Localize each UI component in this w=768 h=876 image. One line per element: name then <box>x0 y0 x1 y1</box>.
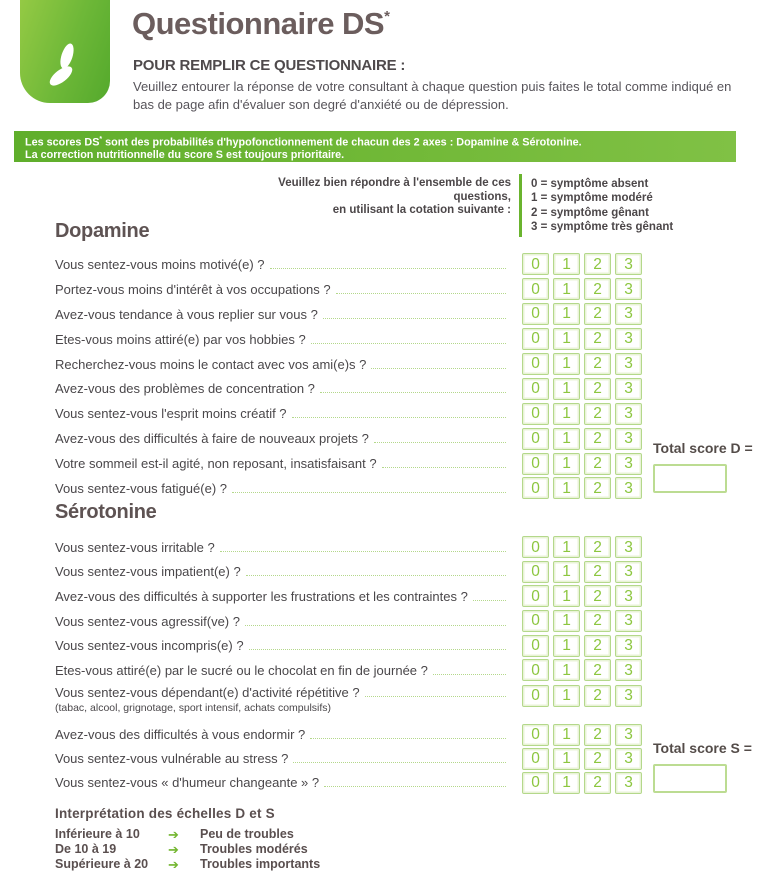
dotted-leader <box>249 649 506 650</box>
dotted-leader <box>270 268 506 269</box>
score-box-2[interactable]: 2 <box>584 403 611 425</box>
dotted-leader <box>232 492 506 493</box>
question-row <box>55 747 642 771</box>
total-score-d-label: Total score D = <box>653 440 753 456</box>
score-box-1[interactable]: 1 <box>553 353 580 375</box>
section-dopamine <box>55 219 642 501</box>
question-text: Vous sentez-vous impatient(e) ? <box>55 564 241 580</box>
legend-item: 1 = symptôme modéré <box>531 192 653 205</box>
score-box-2[interactable]: 2 <box>584 278 611 300</box>
arrow-icon: ➔ <box>168 857 179 873</box>
score-box-3[interactable]: 3 <box>615 635 642 657</box>
score-box-2[interactable]: 2 <box>584 724 611 746</box>
question-row <box>55 376 642 401</box>
score-box-3[interactable]: 3 <box>615 278 642 300</box>
score-box-1[interactable]: 1 <box>553 403 580 425</box>
section-serotonine <box>55 500 642 795</box>
answer-instructions <box>235 177 511 218</box>
score-box-0[interactable]: 0 <box>522 477 549 499</box>
question-row <box>55 658 642 683</box>
score-box-0[interactable]: 0 <box>522 278 549 300</box>
dotted-leader <box>310 738 506 739</box>
dotted-leader <box>292 417 506 418</box>
score-box-0[interactable]: 0 <box>522 748 549 770</box>
banner-line-1: Les scores DS* sont des probabilités d'hypofonctionnement de chacun des 2 axes : Dopamine & Sérotonine. <box>25 136 582 149</box>
question-text: Vous sentez-vous moins motivé(e) ? <box>55 256 265 272</box>
score-box-0[interactable]: 0 <box>522 772 549 794</box>
score-box-1[interactable]: 1 <box>553 610 580 632</box>
score-box-3[interactable]: 3 <box>615 378 642 400</box>
score-box-3[interactable]: 3 <box>615 659 642 681</box>
score-box-1[interactable]: 1 <box>553 772 580 794</box>
question-row <box>55 327 642 352</box>
question-row <box>55 352 642 377</box>
score-box-2[interactable]: 2 <box>584 378 611 400</box>
question-row <box>55 302 642 327</box>
question-text: Vous sentez-vous vulnérable au stress ? <box>55 751 289 767</box>
score-box-3[interactable]: 3 <box>615 724 642 746</box>
page-title-asterisk: * <box>384 7 390 25</box>
dotted-leader <box>382 467 506 468</box>
score-box-3[interactable]: 3 <box>615 477 642 499</box>
score-box-0[interactable]: 0 <box>522 353 549 375</box>
question-row <box>55 277 642 302</box>
dotted-leader <box>336 293 506 294</box>
score-box-3[interactable]: 3 <box>615 353 642 375</box>
dotted-leader <box>324 786 506 787</box>
score-box-1[interactable]: 1 <box>553 561 580 583</box>
question-text: Etes-vous attiré(e) par le sucré ou le chocolat en fin de journée ? <box>55 662 428 678</box>
dotted-leader <box>433 674 506 675</box>
instruction-line-2: en utilisant la cotation suivante : <box>332 204 511 216</box>
score-box-2[interactable]: 2 <box>584 428 611 450</box>
arrow-icon: ➔ <box>168 827 179 842</box>
score-box-3[interactable]: 3 <box>615 403 642 425</box>
question-text: Vous sentez-vous agressif(ve) ? <box>55 613 240 629</box>
total-score-d <box>653 439 765 493</box>
score-boxes <box>522 378 642 400</box>
score-box-1[interactable]: 1 <box>553 585 580 607</box>
score-boxes <box>522 303 642 325</box>
score-box-2[interactable]: 2 <box>584 453 611 475</box>
score-box-1[interactable]: 1 <box>553 303 580 325</box>
question-text: Portez-vous moins d'intérêt à vos occupations ? <box>55 281 331 297</box>
question-text: Votre sommeil est-il agité, non reposant, insatisfaisant ? <box>55 456 377 472</box>
page-title <box>132 6 389 42</box>
howto-text: Veuillez entourer la réponse de votre consultant à chaque question puis faites le total comme indiqué en bas de page afin d'évaluer son degré d'anxiété ou de dépression. <box>133 79 732 112</box>
dotted-leader <box>473 600 506 601</box>
interpretation-block <box>55 806 320 873</box>
score-boxes <box>522 253 642 275</box>
score-box-2[interactable]: 2 <box>584 748 611 770</box>
question-text: Vous sentez-vous « d'humeur changeante » ? <box>55 775 320 791</box>
interpretation-title: Interprétation des échelles D et S <box>55 806 275 821</box>
score-boxes <box>522 659 642 681</box>
score-boxes <box>522 748 642 770</box>
score-box-3[interactable]: 3 <box>615 772 642 794</box>
score-box-1[interactable]: 1 <box>553 253 580 275</box>
score-boxes <box>522 536 642 558</box>
score-box-0[interactable]: 0 <box>522 536 549 558</box>
score-box-1[interactable]: 1 <box>553 453 580 475</box>
instruction-line-1: Veuillez bien répondre à l'ensemble de ces questions, <box>278 177 511 203</box>
score-box-0[interactable]: 0 <box>522 253 549 275</box>
score-box-1[interactable]: 1 <box>553 724 580 746</box>
score-boxes <box>522 403 642 425</box>
leaf-icon <box>20 0 110 103</box>
score-box-3[interactable]: 3 <box>615 685 642 707</box>
question-row <box>55 584 642 609</box>
score-box-2[interactable]: 2 <box>584 561 611 583</box>
score-box-2[interactable]: 2 <box>584 353 611 375</box>
score-box-3[interactable]: 3 <box>615 536 642 558</box>
dotted-leader <box>293 762 506 763</box>
score-box-2[interactable]: 2 <box>584 253 611 275</box>
dotted-leader <box>311 343 506 344</box>
score-boxes <box>522 278 642 300</box>
dotted-leader <box>245 625 506 626</box>
score-boxes <box>522 610 642 632</box>
score-boxes <box>522 453 642 475</box>
dotted-leader <box>220 551 506 552</box>
score-box-1[interactable]: 1 <box>553 659 580 681</box>
score-box-2[interactable]: 2 <box>584 328 611 350</box>
total-score-d-input[interactable] <box>653 464 727 493</box>
question-text: Vous sentez-vous incompris(e) ? <box>55 638 244 654</box>
score-boxes <box>522 477 642 499</box>
question-row <box>55 771 642 795</box>
dotted-leader <box>323 318 506 319</box>
question-row <box>55 535 642 560</box>
score-box-3[interactable]: 3 <box>615 303 642 325</box>
score-box-3[interactable]: 3 <box>615 748 642 770</box>
question-row <box>55 476 642 501</box>
score-box-1[interactable]: 1 <box>553 278 580 300</box>
question-text: Recherchez-vous moins le contact avec vos ami(e)s ? <box>55 356 367 372</box>
score-box-1[interactable]: 1 <box>553 378 580 400</box>
interpretation-rows <box>55 827 320 873</box>
score-box-1[interactable]: 1 <box>553 428 580 450</box>
legend-item: 3 = symptôme très gênant <box>531 221 674 234</box>
brand-logo <box>20 0 110 103</box>
question-row <box>55 683 642 721</box>
dotted-leader <box>374 442 506 443</box>
howto-heading: POUR REMPLIR CE QUESTIONNAIRE : <box>133 57 406 74</box>
dotted-leader <box>365 696 506 697</box>
question-text: Etes-vous moins attiré(e) par vos hobbies ? <box>55 331 306 347</box>
question-note: (tabac, alcool, grignotage, sport intensif, achats compulsifs) <box>55 701 332 714</box>
score-box-1[interactable]: 1 <box>553 477 580 499</box>
score-box-3[interactable]: 3 <box>615 328 642 350</box>
question-row <box>55 560 642 585</box>
score-box-0[interactable]: 0 <box>522 724 549 746</box>
score-box-0[interactable]: 0 <box>522 561 549 583</box>
score-box-0[interactable]: 0 <box>522 328 549 350</box>
score-box-1[interactable]: 1 <box>553 685 580 707</box>
legend-item: 0 = symptôme absent <box>531 178 649 190</box>
score-box-2[interactable]: 2 <box>584 585 611 607</box>
question-row <box>55 426 642 451</box>
score-box-2[interactable]: 2 <box>584 772 611 794</box>
question-row <box>55 451 642 476</box>
score-box-2[interactable]: 2 <box>584 685 611 707</box>
page-title-text: Questionnaire DS <box>132 6 385 41</box>
score-box-0[interactable]: 0 <box>522 428 549 450</box>
question-text: Avez-vous des difficultés à vous endormir ? <box>55 727 306 743</box>
score-box-0[interactable]: 0 <box>522 635 549 657</box>
dotted-leader <box>371 368 506 369</box>
question-list-serotonine <box>55 535 642 795</box>
score-box-2[interactable]: 2 <box>584 536 611 558</box>
interpretation-meaning: Peu de troubles <box>200 827 294 841</box>
question-text: Vous sentez-vous fatigué(e) ? <box>55 480 227 496</box>
question-text: Vous sentez-vous irritable ? <box>55 539 215 555</box>
interpretation-meaning: Troubles modérés <box>200 842 308 857</box>
score-box-3[interactable]: 3 <box>615 428 642 450</box>
dotted-leader <box>246 575 506 576</box>
dotted-leader <box>320 392 506 393</box>
question-text: Avez-vous des difficultés à faire de nouveaux projets ? <box>55 431 369 447</box>
score-boxes <box>522 353 642 375</box>
total-score-s <box>653 739 765 793</box>
score-box-0[interactable]: 0 <box>522 659 549 681</box>
question-list-dopamine <box>55 252 642 501</box>
score-box-2[interactable]: 2 <box>584 610 611 632</box>
question-row <box>55 633 642 658</box>
score-box-0[interactable]: 0 <box>522 453 549 475</box>
score-box-1[interactable]: 1 <box>553 328 580 350</box>
question-row <box>55 401 642 426</box>
question-row <box>55 723 642 747</box>
score-box-0[interactable]: 0 <box>522 685 549 707</box>
total-score-s-input[interactable] <box>653 764 727 793</box>
question-text: Vous sentez-vous l'esprit moins créatif ? <box>55 406 287 422</box>
score-box-2[interactable]: 2 <box>584 659 611 681</box>
score-boxes <box>522 585 642 607</box>
score-box-3[interactable]: 3 <box>615 585 642 607</box>
score-boxes <box>522 685 642 707</box>
score-box-1[interactable]: 1 <box>553 748 580 770</box>
score-box-3[interactable]: 3 <box>615 453 642 475</box>
question-row <box>55 252 642 277</box>
score-box-1[interactable]: 1 <box>553 536 580 558</box>
score-box-0[interactable]: 0 <box>522 403 549 425</box>
interpretation-range: Supérieure à 20 <box>55 857 149 872</box>
score-box-3[interactable]: 3 <box>615 253 642 275</box>
question-text: Avez-vous tendance à vous replier sur vous ? <box>55 306 318 322</box>
score-box-0[interactable]: 0 <box>522 610 549 632</box>
score-box-0[interactable]: 0 <box>522 303 549 325</box>
score-boxes <box>522 635 642 657</box>
score-boxes <box>522 772 642 794</box>
score-box-3[interactable]: 3 <box>615 610 642 632</box>
question-text: Vous sentez-vous dépendant(e) d'activité répétitive ? <box>55 684 360 700</box>
score-boxes <box>522 428 642 450</box>
score-box-3[interactable]: 3 <box>615 561 642 583</box>
interpretation-meaning: Troubles importants <box>200 857 321 872</box>
score-box-1[interactable]: 1 <box>553 635 580 657</box>
score-box-2[interactable]: 2 <box>584 303 611 325</box>
total-score-s-label: Total score S = <box>653 740 752 756</box>
question-row <box>55 609 642 634</box>
arrow-icon: ➔ <box>168 842 179 858</box>
interpretation-range: Inférieure à 10 <box>55 827 140 841</box>
score-boxes <box>522 724 642 746</box>
score-boxes <box>522 328 642 350</box>
section-title-serotonine: Sérotonine <box>55 501 157 523</box>
info-banner <box>14 131 736 162</box>
legend-item: 2 = symptôme gênant <box>531 206 649 219</box>
score-box-0[interactable]: 0 <box>522 585 549 607</box>
score-box-2[interactable]: 2 <box>584 477 611 499</box>
score-box-0[interactable]: 0 <box>522 378 549 400</box>
score-box-2[interactable]: 2 <box>584 635 611 657</box>
score-boxes <box>522 561 642 583</box>
section-title-dopamine: Dopamine <box>55 220 150 242</box>
question-text: Avez-vous des problèmes de concentration ? <box>55 381 315 397</box>
banner-line-2: La correction nutritionnelle du score S est toujours prioritaire. <box>25 149 345 162</box>
interpretation-range: De 10 à 19 <box>55 842 117 857</box>
question-text: Avez-vous des difficultés à supporter les frustrations et les contraintes ? <box>55 588 468 604</box>
